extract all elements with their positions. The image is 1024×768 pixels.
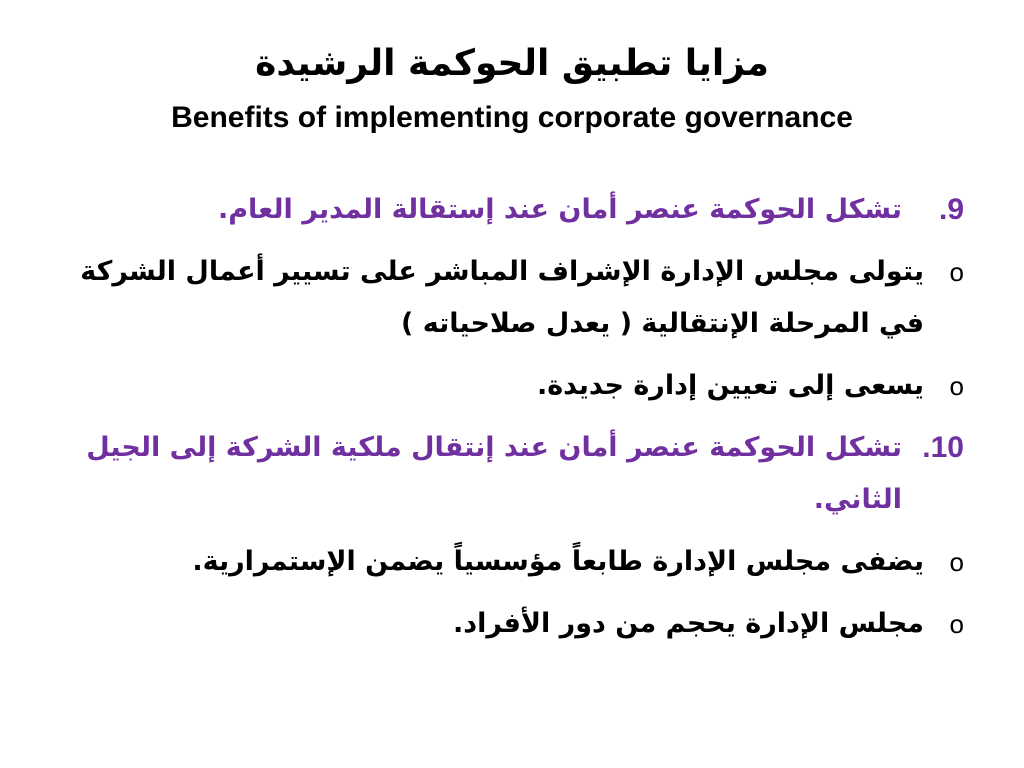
- bullet-item: [80, 360, 964, 412]
- bullet-circle-icon: o: [949, 609, 964, 639]
- title-english: Benefits of implementing corporate governance: [171, 101, 853, 134]
- bullet-circle-icon: o: [949, 257, 964, 287]
- item-text: يسعى إلى تعيين إدارة جديدة.: [536, 370, 924, 401]
- item-text: مجلس الإدارة يحجم من دور الأفراد.: [453, 608, 924, 639]
- numbered-item-9: [80, 184, 964, 236]
- item-text: يتولى مجلس الإدارة الإشراف المباشر على تسيير أعمال الشركة في المرحلة الإنتقالية ( يعدل صلاحياته ): [80, 256, 924, 339]
- numbered-item-10: [80, 422, 964, 526]
- bullet-circle-icon: o: [949, 547, 964, 577]
- item-text: تشكل الحوكمة عنصر أمان عند إستقالة المدير العام.: [217, 194, 902, 225]
- bullet-circle-icon: o: [949, 371, 964, 401]
- bullet-item: [80, 246, 964, 350]
- item-number: 9.: [938, 193, 964, 226]
- bullet-item: [80, 598, 964, 650]
- title-arabic: مزايا تطبيق الحوكمة الرشيدة: [255, 43, 769, 84]
- slide-content: [80, 184, 964, 660]
- slide-title: [0, 38, 1024, 140]
- item-number: 10.: [922, 431, 964, 464]
- bullet-item: [80, 536, 964, 588]
- item-text: تشكل الحوكمة عنصر أمان عند إنتقال ملكية الشركة إلى الجيل الثاني.: [86, 432, 902, 515]
- item-text: يضفى مجلس الإدارة طابعاً مؤسسياً يضمن الإستمرارية.: [192, 546, 924, 577]
